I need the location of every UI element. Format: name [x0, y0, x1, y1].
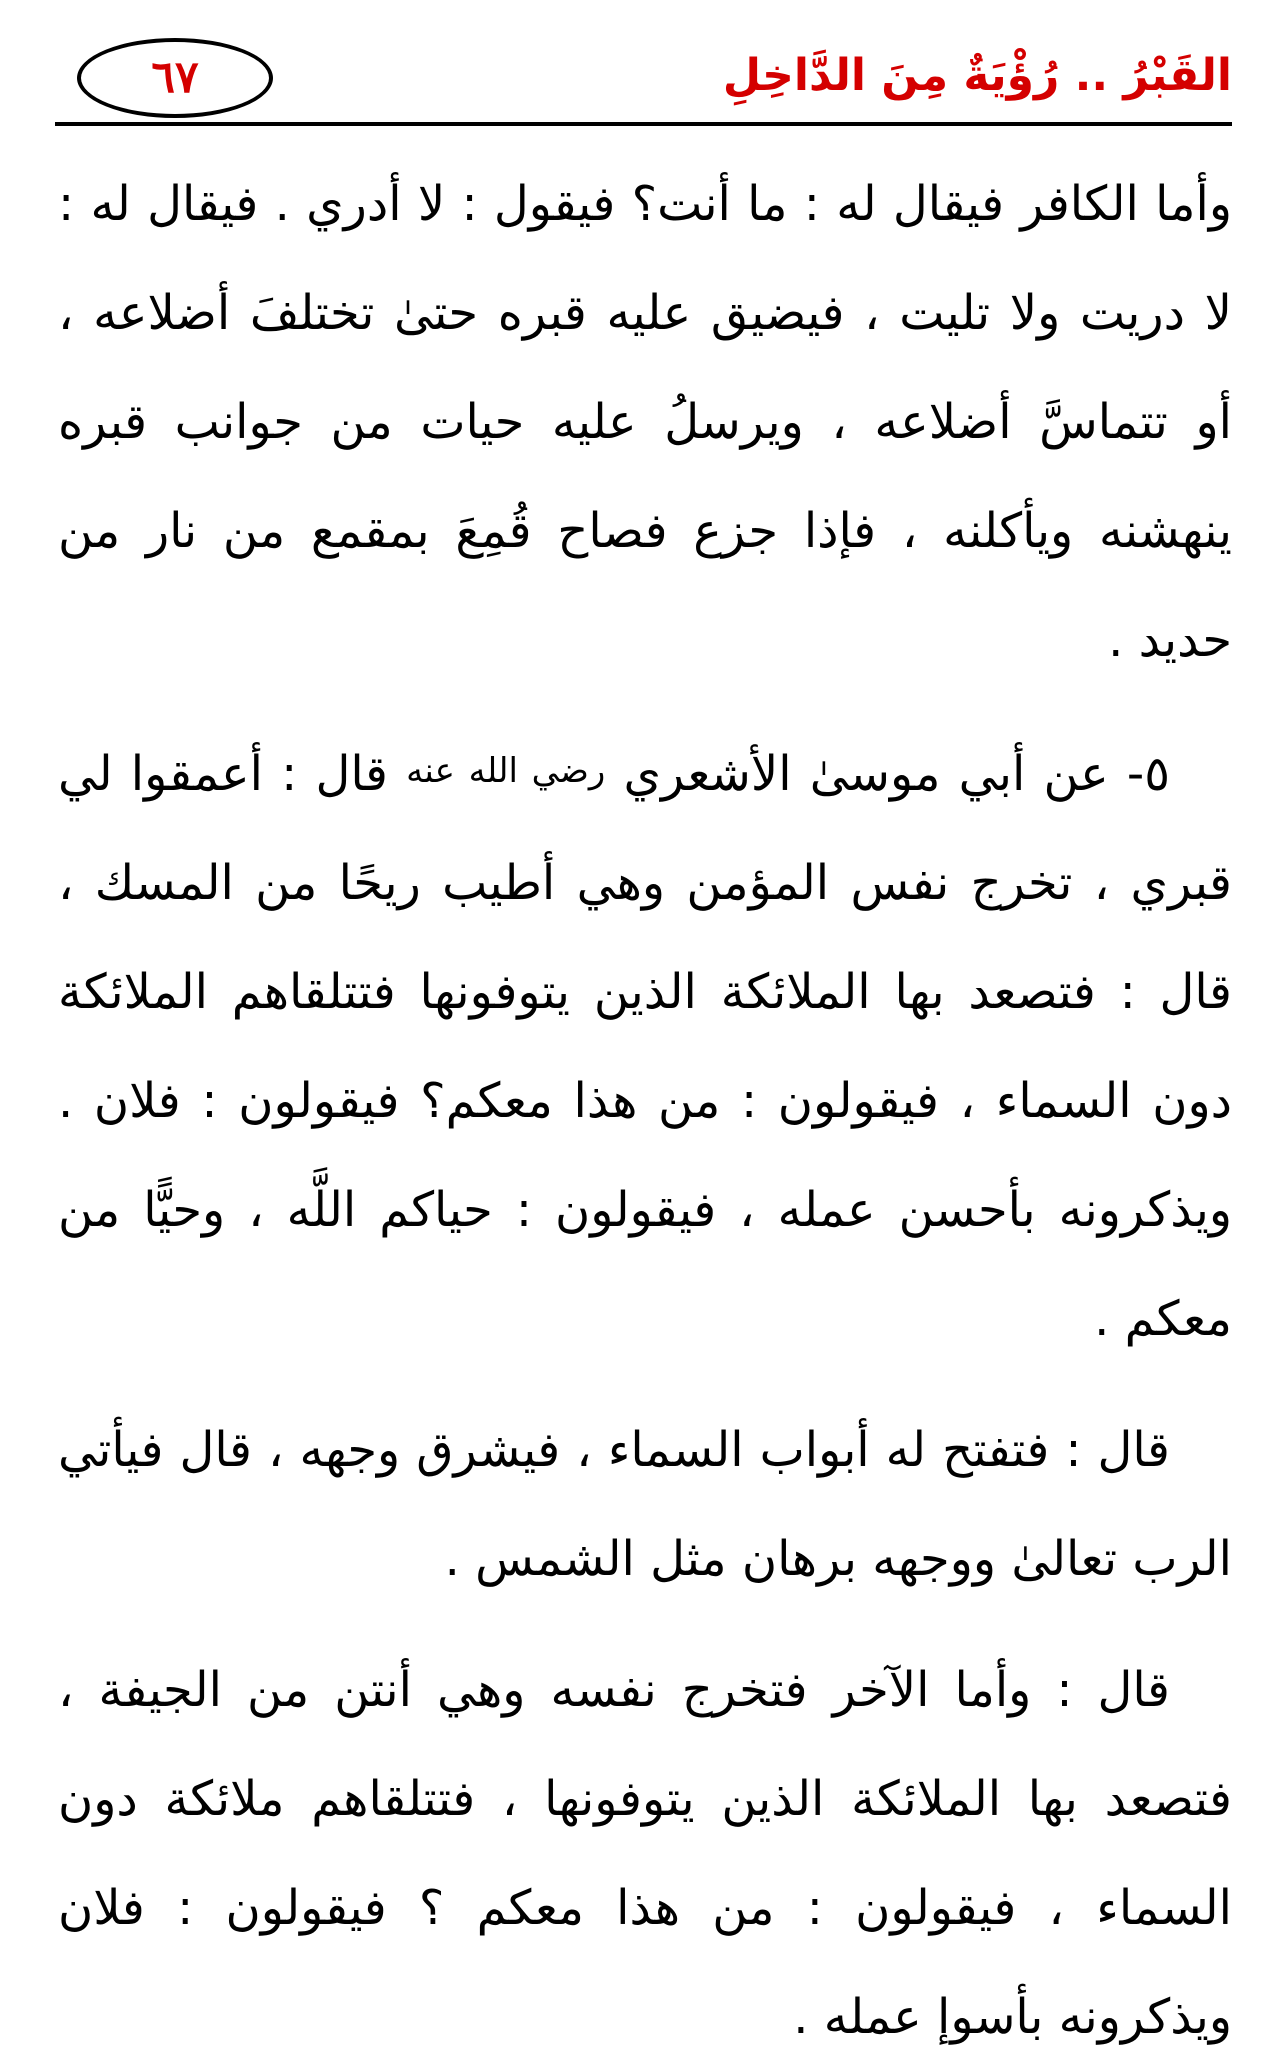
page-number: ٦٧ [151, 52, 199, 103]
paragraph-4: قال : وأما الآخر فتخرج نفسه وهي أنتن من الجيفة ، فتصعد بها الملائكة الذين يتوفونها ، فتتلقاهم ملائكة دون السماء ، فيقولون : من هذا معكم ؟ فيقولون : فلان ويذكرونه بأسوإ عمله . [58, 1662, 1232, 2045]
running-title: القَبْرُ .. رُؤْيَةٌ مِنَ الدَّاخِلِ [722, 50, 1232, 101]
paragraph-2-text-after: قال : أعمقوا لي قبري ، تخرج نفس المؤمن وهي أطيب ريحًا من المسك ، قال : فتصعد بها الملائكة الذين يتوفونها فتتلقاهم الملائكة دون السماء ، فيقولون : من هذا معكم؟ فيقولون : فلان . ويذكرونه بأحسن عمله ، فيقولون : حياكم اللَّه ، وحيًّا من معكم . [58, 746, 1232, 1347]
paragraph-1: وأما الكافر فيقال له : ما أنت؟ فيقول : لا أدري . فيقال له : لا دريت ولا تليت ، فيضيق عليه قبره حتىٰ تختلفَ أضلاعه ، أو تتماسَّ أضلاعه ، ويرسلُ عليه حيات من جوانب قبره ينهشنه ويأكلنه ، فإذا جزع فصاح قُمِعَ بمقمع من نار من حديد . [58, 176, 1232, 668]
page-number-oval [77, 38, 273, 118]
paragraph-3: قال : فتفتح له أبواب السماء ، فيشرق وجهه ، قال فيأتي الرب تعالىٰ ووجهه برهان مثل الشمس . [58, 1422, 1232, 1587]
paragraph-2 [58, 717, 1232, 1374]
header-rule [55, 122, 1232, 126]
body-text [58, 150, 1232, 2072]
honorific-glyph: رضي الله عنه [406, 751, 606, 791]
page-header [55, 28, 1232, 128]
paragraph-2-text-before: ٥- عن أبي موسىٰ الأشعري [605, 746, 1171, 802]
